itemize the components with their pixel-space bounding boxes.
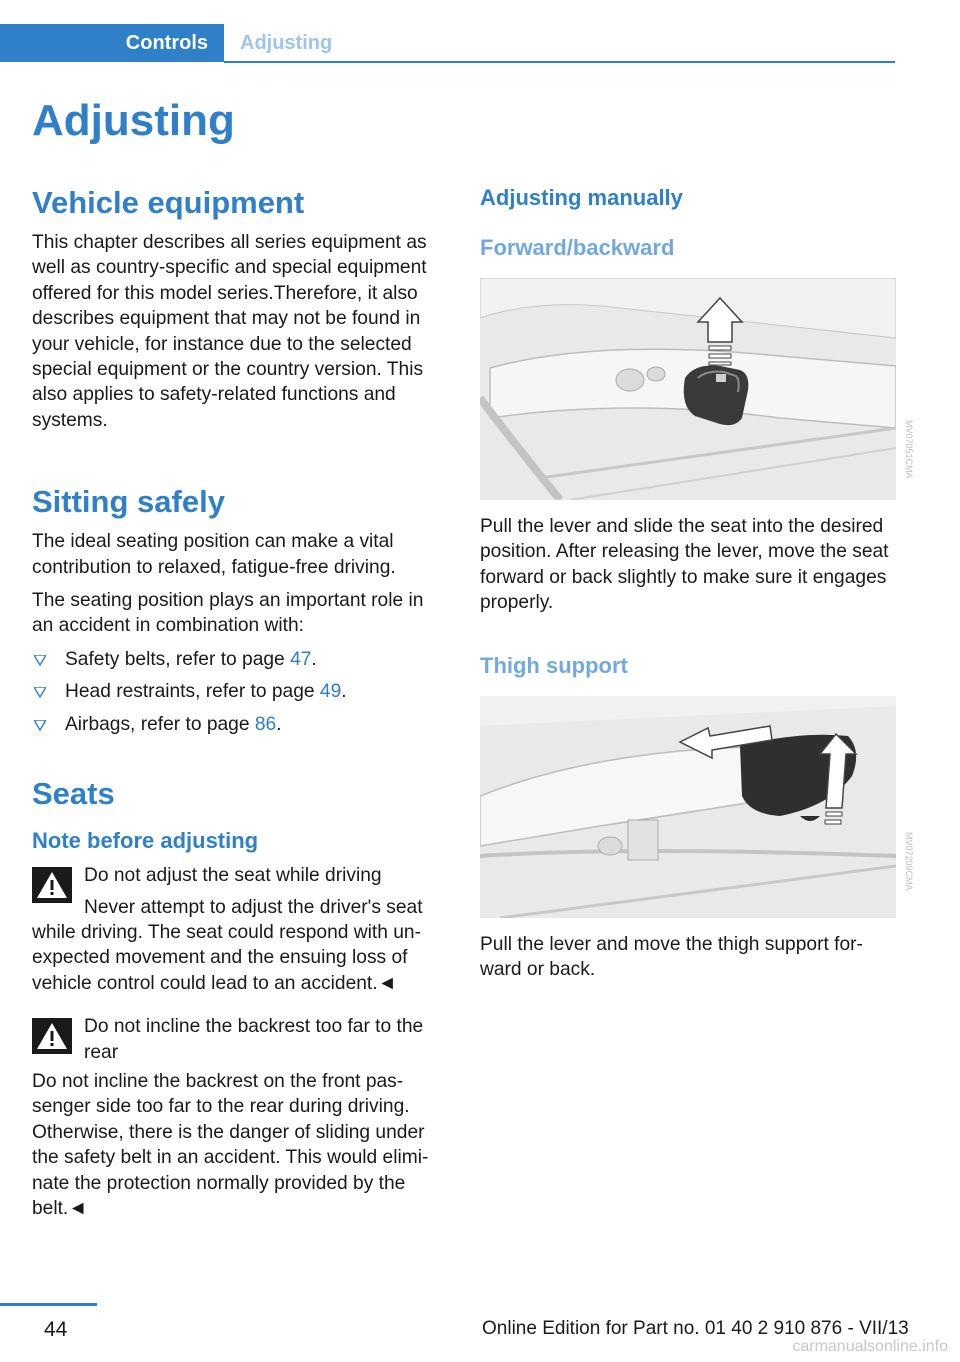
warning-title-2: Do not incline the backrest too far to the (84, 1016, 424, 1038)
heading-vehicle-equipment: Vehicle equipment (32, 185, 305, 220)
figure-code-2 (902, 832, 916, 922)
figure-code-text: MV07209CMA (904, 832, 914, 891)
seat-lever-illustration (480, 278, 896, 500)
right-column (480, 184, 896, 982)
header-divider (224, 61, 895, 63)
bullet-end: . (341, 681, 347, 703)
warning-title-2b: rear (84, 1041, 119, 1063)
bullet-end: . (311, 648, 317, 670)
heading-thigh-support: Thigh support (480, 652, 628, 678)
heading-forward-backward: Forward/backward (480, 235, 675, 260)
figure-code-text: MV07051CMA (904, 420, 914, 479)
bullet-text: Head restraints, refer to page (65, 681, 320, 703)
heading-note-before-adjusting: Note before adjusting (32, 828, 259, 854)
warning-text-1: while driving. The seat could respond with unexpected movement and the ensuing loss of vehicle control could lead to an accident.◄ (32, 921, 421, 994)
thigh-support-text: Pull the lever and move the thigh support forward or back. (480, 933, 863, 981)
warning-icon (32, 867, 72, 903)
page-link-86[interactable]: 86 (254, 713, 277, 735)
list-item (32, 647, 446, 672)
page-link-47[interactable]: 47 (290, 648, 312, 670)
edition-text: Online Edition for Part no. 01 40 2 910 876 - VII/13 (482, 1318, 909, 1339)
sitting-safely-text-2: The seating position plays an important role in an accident in combination with: (32, 590, 424, 637)
list-item (32, 712, 446, 737)
watermark: carmanualsonline.info (792, 1338, 948, 1355)
header-bar (0, 24, 895, 62)
left-column (32, 184, 446, 1221)
warning-icon (32, 1018, 72, 1054)
warning-block-1 (32, 863, 446, 996)
thigh-support-illustration (480, 696, 896, 918)
warning-block-2 (32, 1014, 446, 1221)
tab-controls[interactable]: Controls (0, 24, 224, 62)
tab-adjusting[interactable]: Adjusting (240, 32, 333, 54)
heading-adjusting-manually: Adjusting manually (480, 185, 683, 210)
triangle-bullet-icon (34, 720, 46, 731)
list-item (32, 679, 446, 704)
page-number: 44 (44, 1318, 68, 1341)
bullet-list (32, 647, 446, 737)
forward-backward-text: Pull the lever and slide the seat into the desired position. After releasing the lever, move the seat forward or back slightly to make sure it engages properly. (480, 516, 889, 614)
heading-sitting-safely: Sitting safely (32, 484, 225, 520)
warning-text-2: Do not incline the backrest on the front passenger side too far to the rear during driving. Otherwise, there is the danger of sliding under the safety belt in an accident. This would eliminate the protection normally provided by the belt.◄ (32, 1070, 429, 1219)
heading-seats: Seats (32, 776, 115, 812)
figure-seat-forward-backward (480, 278, 896, 500)
bullet-text: Safety belts, refer to page (65, 648, 291, 670)
vehicle-equipment-text: This chapter describes all series equipment as well as country-specific and special equipment offered for this model series.Therefore, it also describes equipment that may not be found in your vehicle, for instance due to the selected special equipment or the country version. This also applies to safety-related functions and systems. (32, 232, 427, 431)
sitting-safely-text-1: The ideal seating position can make a vital contribution to relaxed, fatigue-free driving. (32, 531, 396, 578)
triangle-bullet-icon (34, 655, 46, 666)
figure-thigh-support (480, 696, 896, 918)
warning-title-1: Do not adjust the seat while driving (84, 865, 382, 887)
bullet-text: Airbags, refer to page (65, 713, 255, 735)
page-title: Adjusting (32, 96, 235, 145)
triangle-bullet-icon (34, 687, 46, 698)
bullet-end: . (276, 713, 282, 735)
figure-code-1 (902, 420, 916, 510)
footer-divider (0, 1303, 97, 1306)
warning-lead-1: Never attempt to adjust the driver's seat (84, 896, 423, 918)
page-link-49[interactable]: 49 (319, 681, 342, 703)
